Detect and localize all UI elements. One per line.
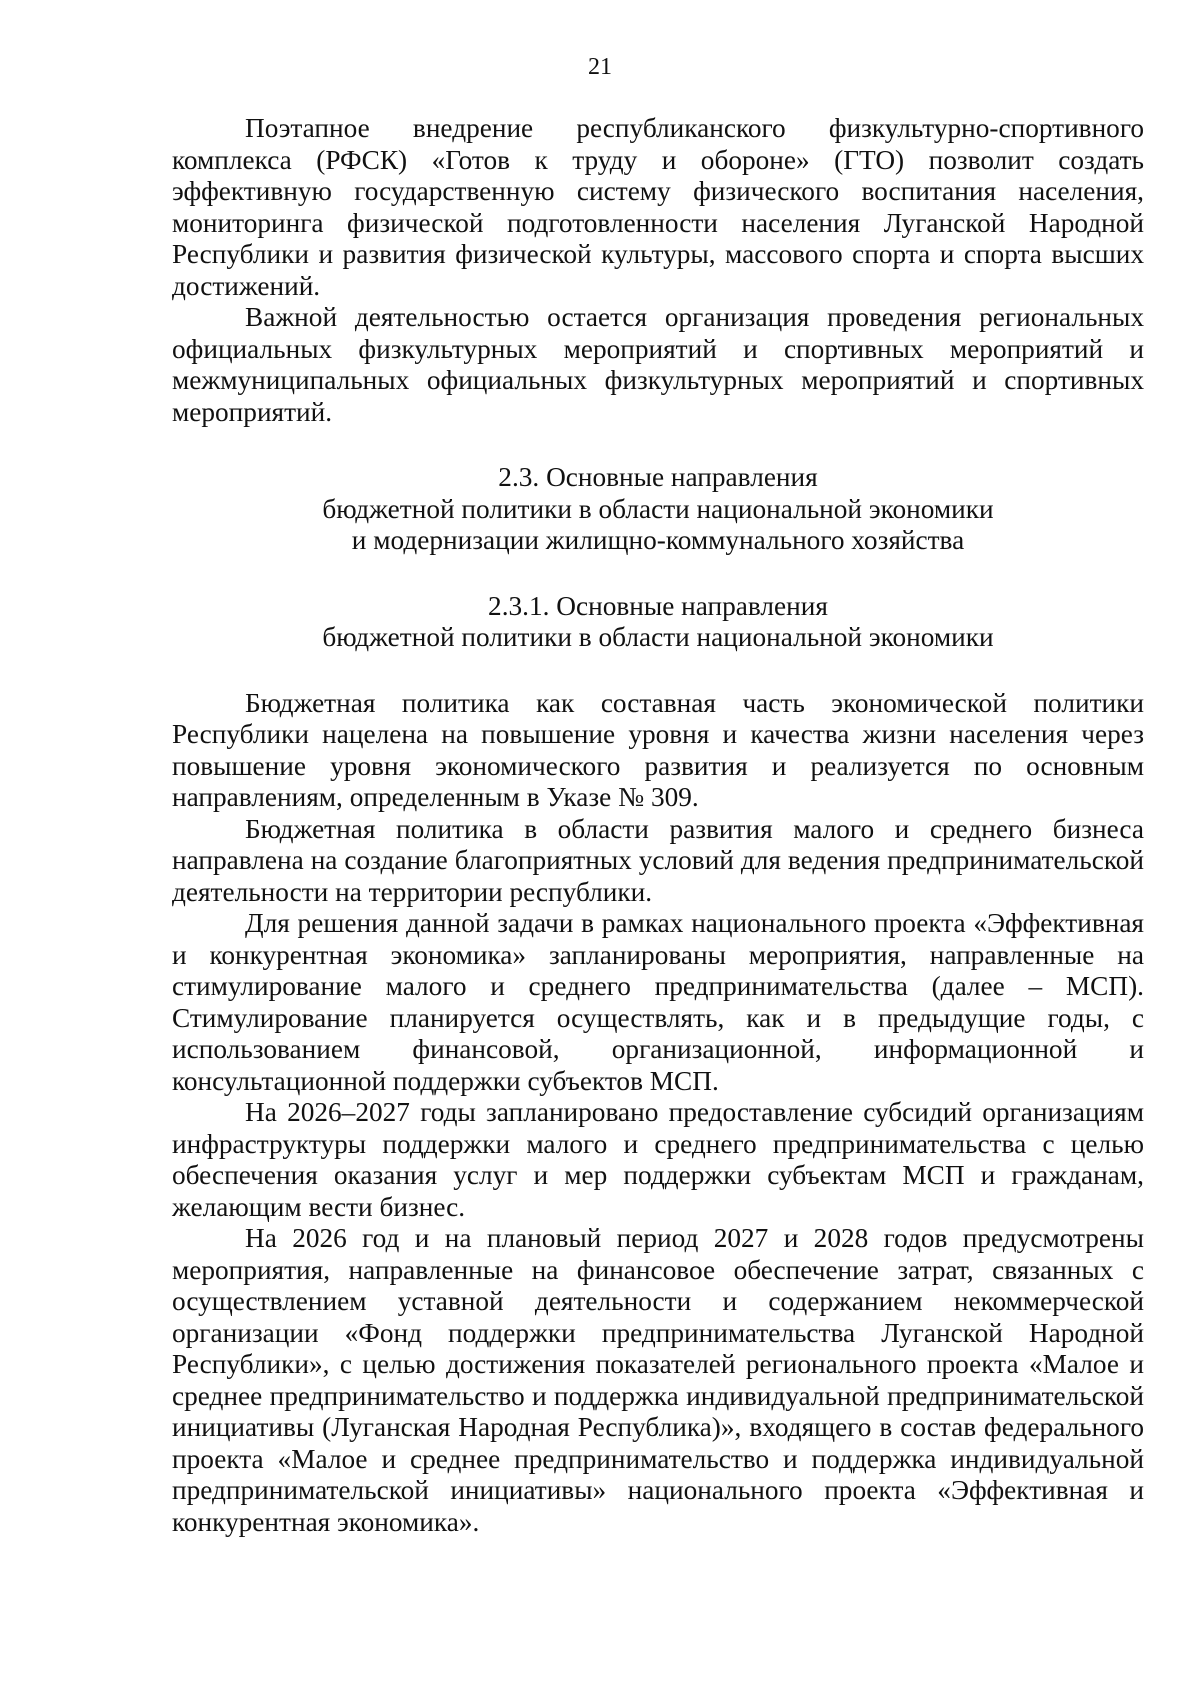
heading-line: бюджетной политики в области национальной экономики (322, 622, 994, 652)
paragraph-budget-policy: Бюджетная политика как составная часть экономической политики Республики нацелена на повышение уровня и качества жизни населения через повышение уровня экономического развития и реализуется по основным направлениям, определенным в Указе № 309. (172, 687, 1144, 812)
heading-line: бюджетной политики в области национальной экономики (322, 493, 994, 524)
section-heading-2-3 (172, 462, 1144, 557)
paragraph-subsidies: На 2026–2027 годы запланировано предоставление субсидий организациям инфраструктуры поддержки малого и среднего предпринимательства с целью обеспечения оказания услуг и мер поддержки субъектам МСП и гражданам, желающим вести бизнес. (172, 1097, 1144, 1222)
heading-line: 2.3. Основные направления (498, 462, 818, 492)
document-body (172, 113, 1144, 1538)
page-number: 21 (588, 54, 612, 80)
heading-line: 2.3.1. Основные направления (488, 590, 828, 621)
paragraph-support-fund: На 2026 год и на плановый период 2027 и 2028 годов предусмотрены мероприятия, направленные на финансовое обеспечение затрат, связанных с осуществлением уставной деятельности и содержанием некоммерческой организации «Фонд поддержки предпринимательства Луганской Народной Республики», с целью достижения показателей регионального проекта «Малое и среднее предпринимательство и поддержка индивидуальной предпринимательской инициативы (Луганская Народная Республика)», входящего в состав федерального проекта «Малое и среднее предпринимательство и поддержка индивидуальной предпринимательской инициативы» национального проекта «Эффективная и конкурентная экономика». (172, 1223, 1144, 1537)
paragraph-sport-events: Важной деятельностью остается организация проведения региональных официальных физкультурных мероприятий и спортивных мероприятий и межмуниципальных официальных физкультурных мероприятий и спортивных мероприятий. (172, 302, 1144, 427)
paragraph-small-business: Бюджетная политика в области развития малого и среднего бизнеса направлена на создание благоприятных условий для ведения предпринимательской деятельности на территории республики. (172, 813, 1144, 907)
paragraph-national-project: Для решения данной задачи в рамках национального проекта «Эффективная и конкурентная экономика» запланированы мероприятия, направленные на стимулирование малого и среднего предпринимательства (далее – МСП). Стимулирование планируется осуществлять, как и в предыдущие годы, с использованием финансовой, организационной, информационной и консультационной поддержки субъектов МСП. (172, 908, 1144, 1096)
section-heading-2-3-1 (172, 591, 1144, 654)
paragraph-gto: Поэтапное внедрение республиканского физкультурно-спортивного комплекса (РФСК) «Готов к труду и обороне» (ГТО) позволит создать эффективную государственную систему физического воспитания населения, мониторинга физической подготовленности населения Луганской Народной Республики и развития физической культуры, массового спорта и спорта высших достижений. (172, 113, 1144, 301)
heading-line: и модернизации жилищно-коммунального хозяйства (351, 525, 965, 555)
